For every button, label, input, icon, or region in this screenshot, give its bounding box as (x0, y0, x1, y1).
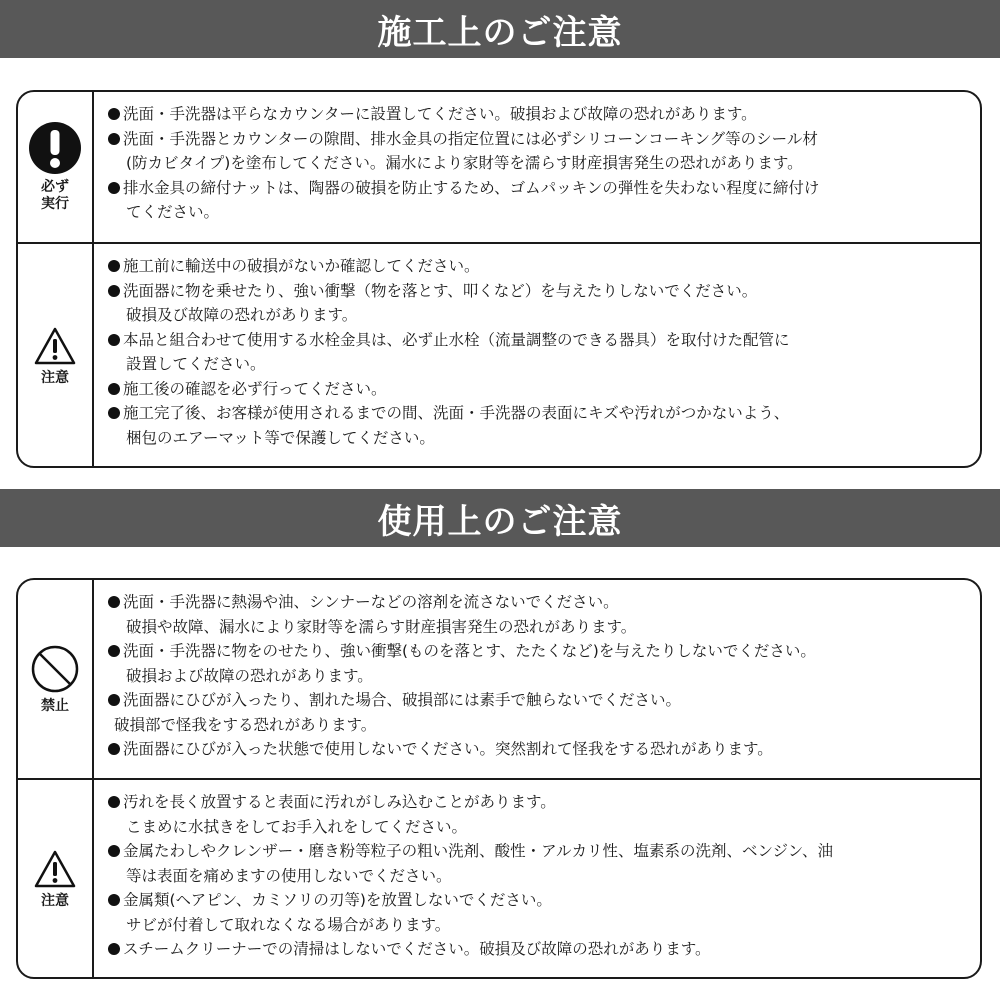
construction-notice-box (16, 90, 982, 468)
bullet-icon (108, 133, 120, 145)
notice-line (108, 377, 966, 402)
notice-line-text: 金属たわしやクレンザー・磨き粉等粒子の粗い洗剤、酸性・アルカリ性、塩素系の洗剤、ベンジン、油 (123, 842, 833, 860)
notice-line-text: 洗面・手洗器とカウンターの隙間、排水金具の指定位置には必ずシリコーンコーキング等のシール材 (123, 129, 818, 148)
bullet-icon (108, 796, 120, 808)
notice-line-text: 洗面器にひびが入ったり、割れた場合、破損部には素手で触らないでください。 (123, 691, 682, 709)
notice-line-text: 洗面・手洗器は平らなカウンターに設置してください。破損および故障の恐れがあります。 (123, 105, 757, 123)
notice-line (108, 303, 966, 328)
bullet-icon (108, 383, 120, 395)
notice-icon-cell (18, 780, 94, 979)
bullet-icon (108, 845, 120, 857)
notice-label: 必ず 実行 (41, 179, 69, 212)
notice-line (108, 737, 966, 762)
warning-triangle-icon (33, 849, 77, 889)
bullet-icon (108, 260, 120, 272)
notice-line-text: こまめに水拭きをしてお手入れをしてください。 (126, 817, 468, 836)
notice-text (94, 92, 980, 242)
notice-line (108, 328, 966, 353)
notice-line-text: 洗面・手洗器に物をのせたり、強い衝撃(ものを落とす、たたくなど)を与えたりしないでください。 (123, 642, 816, 660)
notice-line-text: 破損及び故障の恐れがあります。 (126, 306, 358, 324)
notice-line-text: 施工前に輸送中の破損がないか確認してください。 (123, 257, 480, 275)
prohibited-circle-icon (30, 644, 80, 694)
notice-line (108, 352, 966, 377)
bullet-icon (108, 694, 120, 706)
notice-line (108, 937, 966, 962)
notice-line (108, 127, 966, 152)
notice-line-text: 本品と組合わせて使用する水栓金具は、必ず止水栓（流量調整のできる器具）を取付けた配管に (123, 330, 790, 349)
notice-line-text: 排水金具の締付ナットは、陶器の破損を防止するため、ゴムパッキンの弾性を失わない程度に締付け (123, 178, 820, 197)
notice-line (108, 839, 966, 864)
notice-label: 注意 (41, 893, 69, 909)
notice-line (108, 913, 966, 938)
notice-line-text: 破損や故障、漏水により家財等を濡らす財産損害発生の恐れがあります。 (126, 617, 637, 636)
section-title-construction (0, 0, 1000, 58)
notice-line (108, 664, 966, 689)
notice-line-text: てください。 (126, 203, 220, 221)
bullet-icon (108, 743, 120, 755)
notice-line-text: 破損および故障の恐れがあります。 (126, 666, 373, 685)
notice-text (94, 780, 980, 979)
notice-line-text: 施工完了後、お客様が使用されるまでの間、洗面・手洗器の表面にキズや汚れがつかないよう、 (123, 404, 790, 422)
notice-line (108, 426, 966, 451)
notice-line-text: 洗面器に物を乗せたり、強い衝撃（物を落とす、叩くなど）を与えたりしないでください。 (123, 281, 758, 300)
notice-line (108, 888, 966, 913)
bullet-icon (108, 285, 120, 297)
notice-label: 禁止 (41, 697, 69, 714)
notice-line-text: 洗面器にひびが入った状態で使用しないでください。突然割れて怪我をする恐れがあります。 (123, 740, 773, 758)
bullet-icon (108, 334, 120, 346)
notice-line (108, 790, 966, 815)
notice-row-caution (18, 242, 980, 468)
notice-text (94, 580, 980, 778)
notice-line-text: 洗面・手洗器に熱湯や油、シンナーなどの溶剤を流さないでください。 (123, 593, 619, 611)
notice-line (108, 279, 966, 304)
notice-line (108, 713, 966, 738)
notice-row-caution (18, 778, 980, 979)
notice-line (108, 151, 966, 176)
bullet-icon (108, 108, 120, 120)
notice-line-text: スチームクリーナーでの清掃はしないでください。破損及び故障の恐れがあります。 (123, 940, 711, 958)
section-title-text: 使用上のご注意 (377, 501, 623, 542)
notice-icon-cell (18, 580, 94, 778)
notice-line (108, 688, 966, 713)
section-title-text: 施工上のご注意 (377, 12, 623, 53)
notice-line (108, 615, 966, 640)
notice-line (108, 590, 966, 615)
notice-line-text: サビが付着して取れなくなる場合があります。 (126, 915, 451, 934)
section-title-usage (0, 489, 1000, 547)
notice-text (94, 244, 980, 468)
notice-line (108, 254, 966, 279)
bullet-icon (108, 943, 120, 955)
notice-icon-cell (18, 244, 94, 468)
notice-line (108, 401, 966, 426)
notice-line-text: 等は表面を痛めますの使用しないでください。 (126, 866, 452, 885)
notice-line-text: 破損部で怪我をする恐れがあります。 (114, 715, 377, 734)
notice-label: 注意 (41, 369, 69, 386)
notice-line-text: (防カビタイプ)を塗布してください。漏水により家財等を濡らす財産損害発生の恐れがあります。 (126, 154, 803, 172)
bullet-icon (108, 894, 120, 906)
notice-line-text: 梱包のエアーマット等で保護してください。 (126, 428, 435, 447)
notice-row-prohibited (18, 580, 980, 778)
notice-line-text: 金属類(ヘアピン、カミソリの刃等)を放置しないでください。 (123, 891, 552, 909)
notice-line (108, 102, 966, 127)
notice-line-text: 汚れを長く放置すると表面に汚れがしみ込むことがあります。 (123, 793, 556, 811)
exclamation-circle-icon (28, 121, 82, 175)
notice-line-text: 施工後の確認を必ず行ってください。 (123, 379, 387, 398)
bullet-icon (108, 596, 120, 608)
notice-line (108, 864, 966, 889)
notice-line (108, 815, 966, 840)
bullet-icon (108, 182, 120, 194)
notice-row-must (18, 92, 980, 242)
notice-line (108, 639, 966, 664)
notice-line (108, 176, 966, 201)
bullet-icon (108, 407, 120, 419)
notice-line-text: 設置してください。 (126, 355, 266, 373)
notice-icon-cell (18, 92, 94, 242)
notice-line (108, 200, 966, 225)
warning-triangle-icon (33, 326, 77, 366)
usage-notice-box (16, 578, 982, 979)
bullet-icon (108, 645, 120, 657)
